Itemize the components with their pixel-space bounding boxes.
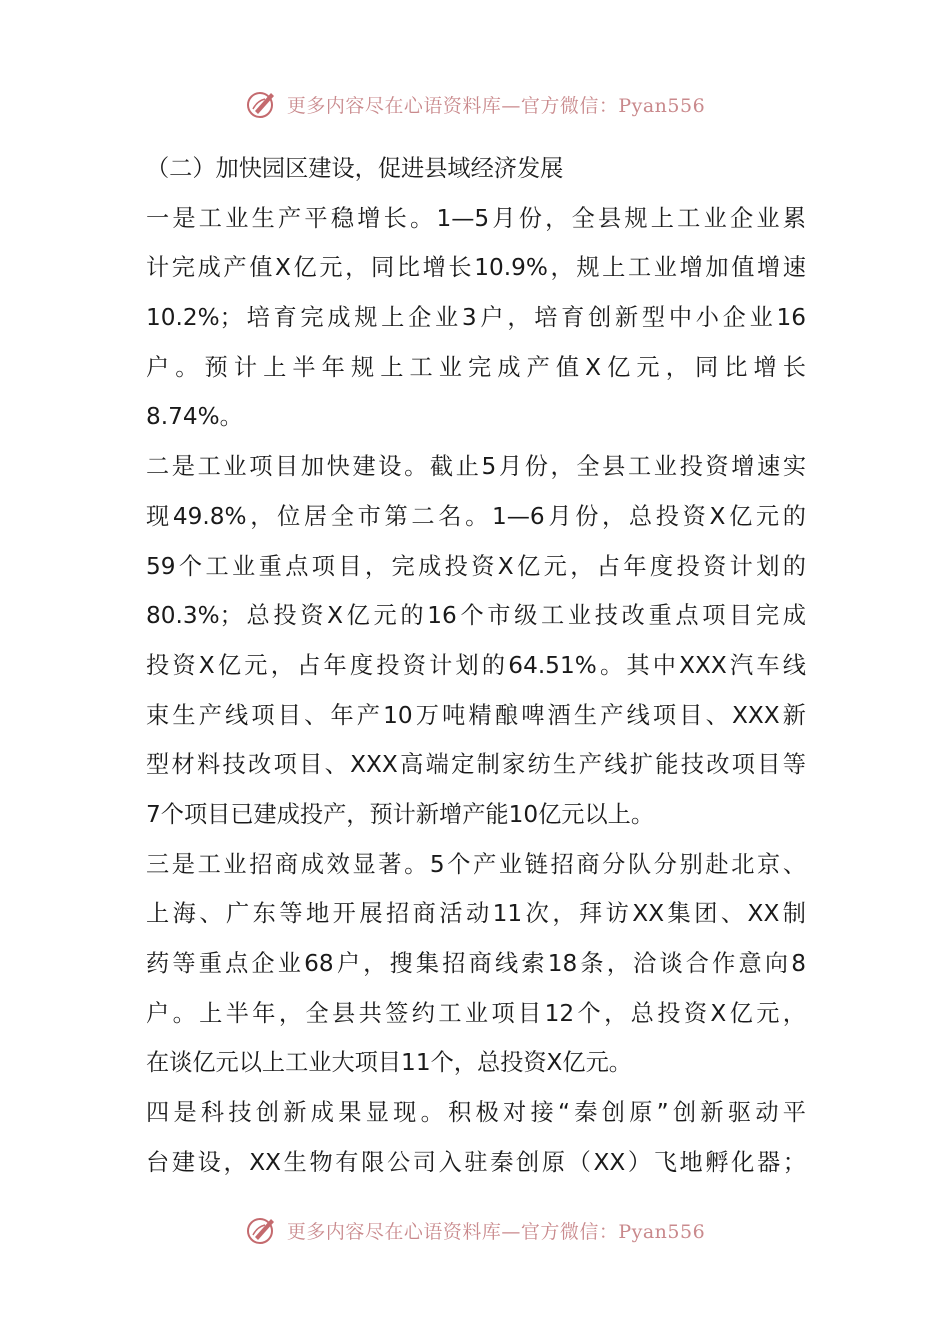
document-body (146, 144, 806, 1187)
text-line: 上海、广东等地开展招商活动11次，拜访XX集团、XX制 (146, 900, 806, 928)
text-line: 束生产线项目、年产10万吨精酿啤酒生产线项目、XXX新 (146, 701, 806, 729)
watermark-text: 更多内容尽在心语资料库—官方微信：Pyan556 (286, 1220, 706, 1243)
text-line: 现49.8%，位居全市第二名。1—6月份，总投资X亿元的 (146, 502, 806, 530)
text-line: 户。预计上半年规上工业完成产值X亿元，同比增长 (146, 353, 806, 381)
text-line: 59个工业重点项目，完成投资X亿元，占年度投资计划的 (146, 552, 806, 580)
section-heading: （二）加快园区建设，促进县域经济发展 (146, 155, 564, 182)
pen-logo-icon (245, 1213, 279, 1247)
text-line: 在谈亿元以上工业大项目11个，总投资X亿元。 (146, 1049, 632, 1077)
pen-logo-icon (245, 87, 279, 121)
text-line: 投资X亿元，占年度投资计划的64.51%。其中XXX汽车线 (146, 651, 806, 679)
text-line: 型材料技改项目、XXX高端定制家纺生产线扩能技改项目等 (146, 751, 806, 779)
watermark-text: 更多内容尽在心语资料库—官方微信：Pyan556 (286, 94, 706, 117)
text-line: 二是工业项目加快建设。截止5月份，全县工业投资增速实 (146, 453, 806, 481)
text-line: 计完成产值X亿元，同比增长10.9%，规上工业增加值增速 (146, 254, 806, 282)
text-line: 药等重点企业68户，搜集招商线索18条，洽谈合作意向8 (146, 950, 806, 977)
text-line: 台建设，XX生物有限公司入驻秦创原（XX）飞地孵化器； (146, 1148, 806, 1176)
text-line: 一是工业生产平稳增长。1—5月份，全县规上工业企业累 (146, 204, 806, 232)
text-line: 80.3%；总投资X亿元的16个市级工业技改重点项目完成 (146, 602, 806, 630)
text-line: 户。上半年，全县共签约工业项目12个，总投资X亿元， (146, 999, 806, 1027)
watermark-footer (0, 1208, 950, 1252)
text-line: 7个项目已建成投产，预计新增产能10亿元以上。 (146, 800, 655, 828)
text-line: 8.74%。 (146, 403, 243, 431)
text-line: 10.2%；培育完成规上企业3户，培育创新型中小企业16 (146, 304, 806, 332)
watermark-header (0, 82, 950, 126)
text-line: 三是工业招商成效显著。5个产业链招商分队分别赴北京、 (146, 850, 806, 878)
text-line: 四是科技创新成果显现。积极对接“秦创原”创新驱动平 (146, 1099, 806, 1127)
